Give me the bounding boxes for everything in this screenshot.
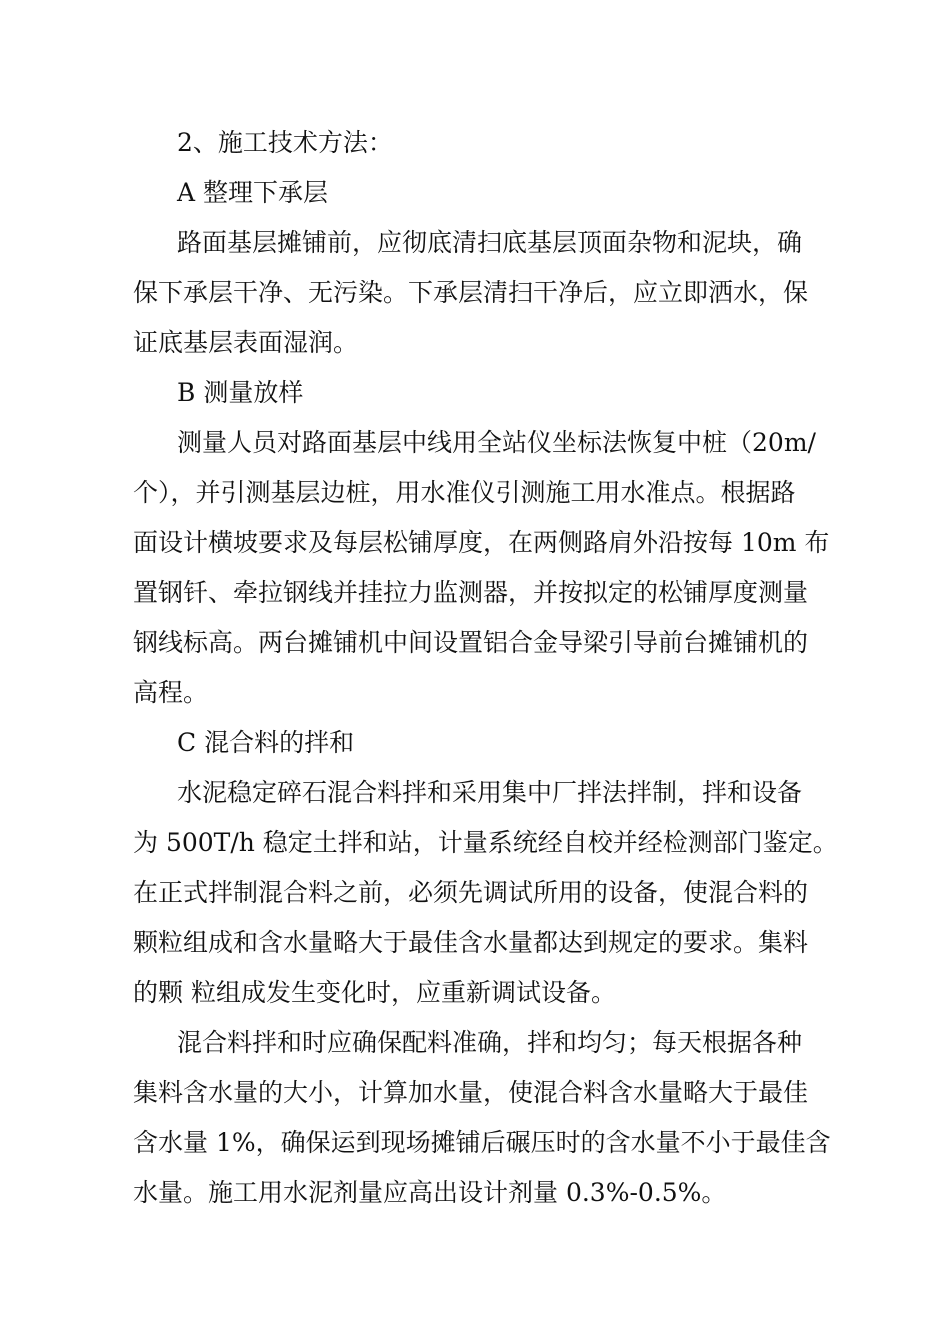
paragraph-line: 集料含水量的大小，计算加水量，使混合料含水量略大于最佳 [133, 1078, 809, 1107]
paragraph-line: 测量人员对路面基层中线用全站仪坐标法恢复中桩（20m/ [177, 428, 816, 457]
paragraph-b-1 [133, 418, 833, 718]
subsection-heading-c: C 混合料的拌和 [177, 728, 355, 757]
paragraph-line: 混合料拌和时应确保配料准确，拌和均匀；每天根据各种 [177, 1028, 803, 1057]
subsection-heading-b: B 测量放样 [177, 378, 304, 407]
paragraph-line: 证底基层表面湿润。 [133, 328, 359, 357]
paragraph-line: 为 500T/h 稳定土拌和站，计量系统经自校并经检测部门鉴定。 [133, 828, 838, 857]
paragraph-line: 在正式拌制混合料之前，必须先调试所用的设备，使混合料的 [133, 878, 809, 907]
paragraph-line: 颗粒组成和含水量略大于最佳含水量都达到规定的要求。集料 [133, 928, 809, 957]
paragraph-line: 含水量 1%，确保运到现场摊铺后碾压时的含水量不小于最佳含 [133, 1128, 831, 1157]
paragraph-line: 钢线标高。两台摊铺机中间设置铝合金导梁引导前台摊铺机的 [133, 628, 809, 657]
paragraph-c-1 [133, 768, 838, 1018]
paragraph-line: 置钢钎、牵拉钢线并挂拉力监测器，并按拟定的松铺厚度测量 [133, 578, 809, 607]
paragraph-line: 高程。 [133, 678, 209, 707]
section-title: 2、施工技术方法： [177, 128, 393, 157]
paragraph-line: 水量。施工用水泥剂量应高出设计剂量 0.3%-0.5%。 [133, 1178, 727, 1207]
paragraph-a-1 [133, 218, 833, 368]
paragraph-c-2 [133, 1018, 833, 1218]
paragraph-line: 面设计横坡要求及每层松铺厚度，在两侧路肩外沿按每 10m 布 [133, 528, 830, 557]
paragraph-line: 保下承层干净、无污染。下承层清扫干净后，应立即洒水，保 [133, 278, 809, 307]
document-page [133, 118, 838, 1218]
paragraph-line: 水泥稳定碎石混合料拌和采用集中厂拌法拌制，拌和设备 [177, 778, 803, 807]
paragraph-line: 的颗 粒组成发生变化时，应重新调试设备。 [133, 978, 616, 1007]
paragraph-line: 路面基层摊铺前，应彻底清扫底基层顶面杂物和泥块，确 [177, 228, 803, 257]
paragraph-line: 个），并引测基层边桩，用水准仪引测施工用水准点。根据路 [133, 478, 796, 507]
subsection-heading-a: A 整理下承层 [177, 178, 329, 207]
